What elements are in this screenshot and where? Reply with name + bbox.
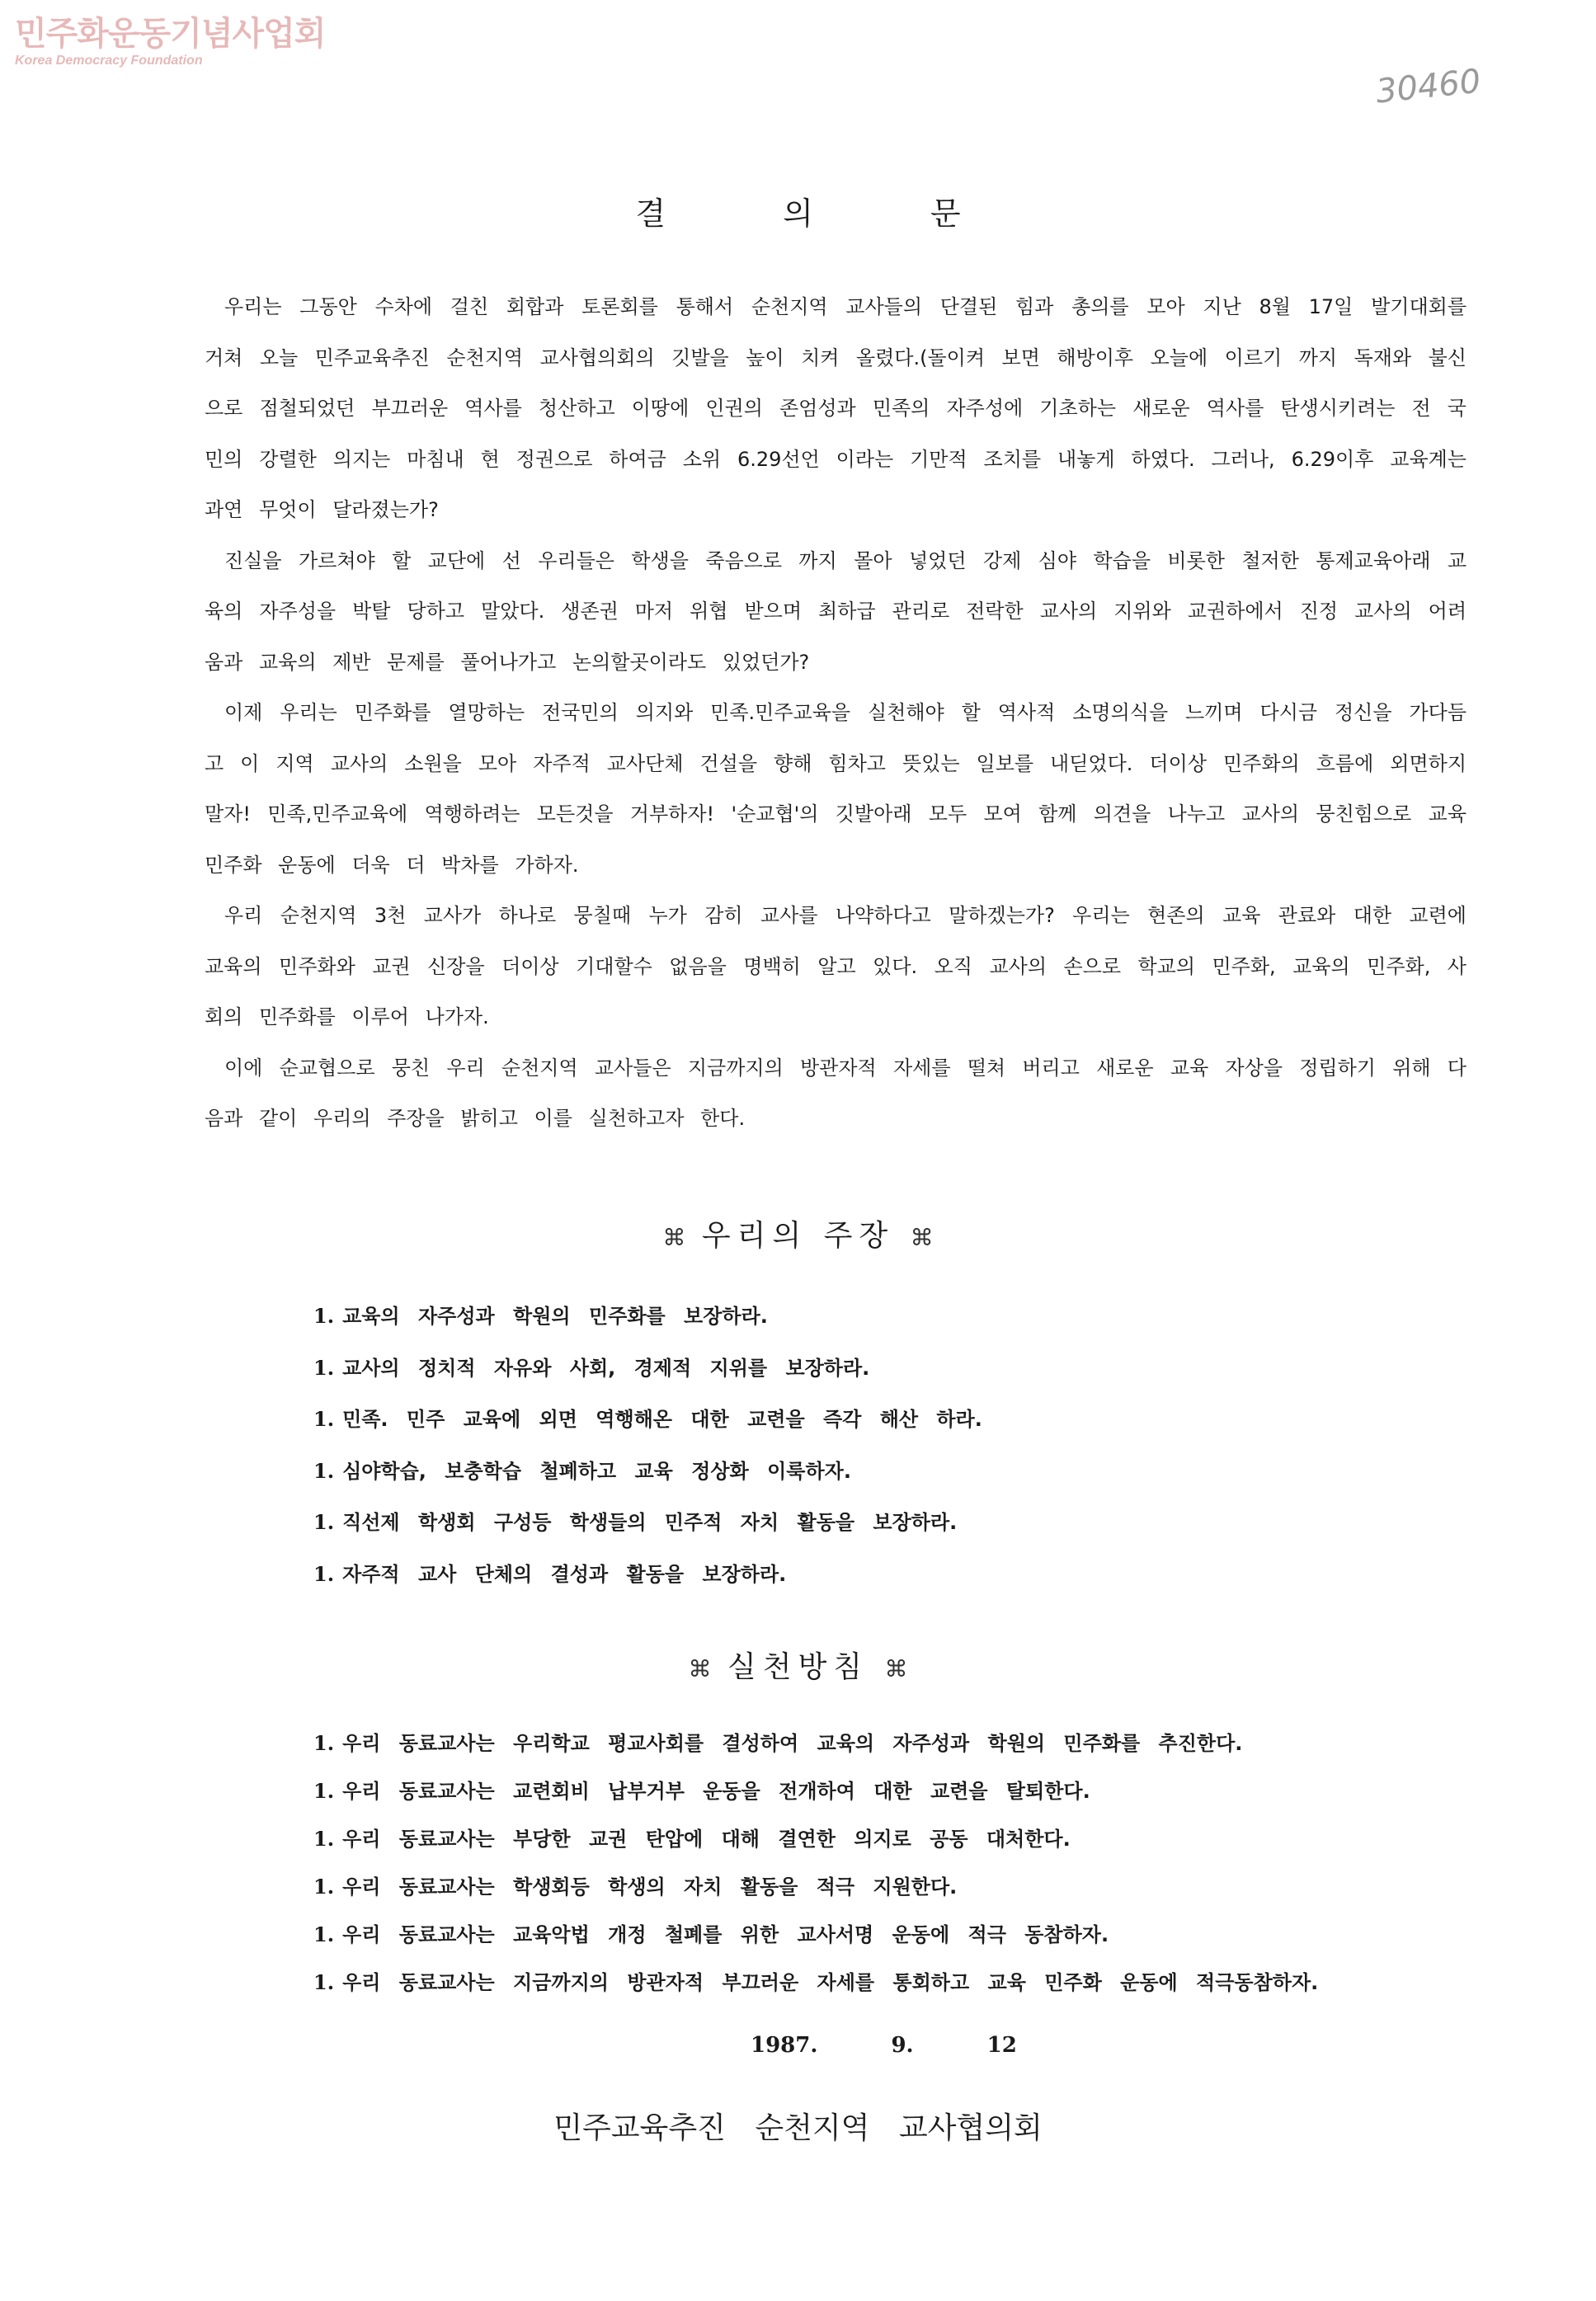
paragraph: 이에 순교협으로 뭉친 우리 순천지역 교사들은 지금까지의 방관자적 자세를 떨쳐 버리고 새로운 교육 자상을 정립하기 위해 다음과 같이 우리의 주장을 밝히고 이를 실천하고자 한다.: [205, 1056, 1467, 1130]
resolution-body: [205, 282, 1467, 1145]
paragraph: 이제 우리는 민주화를 열망하는 전국민의 의지와 민족.민주교육을 실천해야 할 역사적 소명의식을 느끼며 다시금 정신을 가다듬고 이 지역 교사의 소원을 모아 자주적 교사단체 건설을 향해 힘차고 뜻있는 일보를 내딛었다. 더이상 민주화의 흐름에 외면하지 말자! 민족,민주교육에 역행하려는 모든것을 거부하자! '순교협'의 깃발아래 모두 모여 함께 의견을 나누고 교사의 뭉친힘으로 교육 민주화 운동에 더욱 더 박차를 가하자.: [205, 701, 1467, 877]
paragraph: 우리 순천지역 3천 교사가 하나로 뭉칠때 누가 감히 교사를 나약하다고 말하겠는가? 우리는 현존의 교육 관료와 대한 교련에 교육의 민주화와 교권 신장을 더이상 기대할수 없음을 명백히 알고 있다. 오직 교사의 손으로 학교의 민주화, 교육의 민주화, 사회의 민주화를 이루어 나가자.: [205, 904, 1467, 1028]
document-title: 결 의 문: [635, 195, 961, 232]
claims-heading-text: 우리의 주장: [701, 1219, 895, 1253]
archive-note: 30460: [1373, 62, 1483, 111]
item-number: 1.: [313, 1458, 335, 1483]
organization-name: 민주교육추진 순천지역 교사협의회: [553, 2111, 1043, 2145]
section-mark-icon: ⌘: [662, 1224, 686, 1251]
actions-list: [313, 1720, 1534, 2007]
item-text: 교사의 정치적 자유와 사회, 경제적 지위를 보장하라.: [342, 1356, 870, 1380]
item-text: 직선제 학생회 구성등 학생들의 민주적 자치 활동을 보장하라.: [342, 1511, 958, 1534]
item-number: 1.: [313, 1875, 335, 1899]
list-item: [313, 1863, 1534, 1911]
item-text: 우리 동료교사는 지금까지의 방관자적 부끄러운 자세를 통회하고 교육 민주화 운동에 적극동참하자.: [342, 1971, 1319, 1994]
list-item: [313, 1343, 1534, 1395]
watermark-title-kr: 민주화운동기념사업회: [15, 15, 326, 53]
list-item: [313, 1446, 1534, 1498]
actions-heading-text: 실천방침: [727, 1650, 869, 1684]
list-item: [313, 1815, 1534, 1863]
section-mark-icon: ⌘: [884, 1655, 908, 1682]
actions-heading: [0, 1644, 1596, 1686]
list-item: [313, 1720, 1534, 1767]
item-number: 1.: [313, 1510, 335, 1534]
claims-list: [313, 1291, 1534, 1600]
item-number: 1.: [313, 1561, 335, 1586]
item-text: 우리 동료교사는 교련회비 납부거부 운동을 전개하여 대한 교련을 탈퇴한다.: [342, 1780, 1090, 1803]
watermark-logo: [15, 15, 325, 69]
item-text: 교육의 자주성과 학원의 민주화를 보장하라.: [342, 1305, 768, 1328]
paragraph: 우리는 그동안 수차에 걸친 회합과 토론회를 통해서 순천지역 교사들의 단결된 힘과 총의를 모아 지난 8월 17일 발기대회를 거쳐 오늘 민주교육추진 순천지역 교사협의회의 깃발을 높이 치켜 올렸다.(돌이켜 보면 해방이후 오늘에 이르기 까지 독재와 불신으로 점철되었던 부끄러운 역사를 청산하고 이땅에 인권의 존엄성과 민족의 자주성에 기초하는 새로운 역사를 탄생시키려는 전 국민의 강렬한 의지는 마침내 현 정권으로 하여금 소위 6.29선언 이라는 기만적 조치를 내놓게 하였다. 그러나, 6.29이후 교육계는 과연 무엇이 달라졌는가?: [205, 295, 1467, 521]
item-text: 우리 동료교사는 교육악법 개정 철폐를 위한 교사서명 운동에 적극 동참하자.: [342, 1923, 1109, 1946]
claims-heading: [0, 1212, 1596, 1254]
section-mark-icon: ⌘: [688, 1655, 712, 1682]
item-number: 1.: [313, 1355, 335, 1380]
item-number: 1.: [313, 1922, 335, 1946]
document-date: 1987. 9. 12: [751, 2033, 1017, 2058]
item-number: 1.: [313, 1731, 335, 1755]
list-item: [313, 1959, 1534, 2007]
list-item: [313, 1394, 1534, 1446]
item-number: 1.: [313, 1970, 335, 1994]
list-item: [313, 1549, 1534, 1601]
paragraph: 진실을 가르쳐야 할 교단에 선 우리들은 학생을 죽음으로 까지 몰아 넣었던 강제 심야 학습을 비롯한 철저한 통제교육아래 교육의 자주성을 박탈 당하고 말았다. 생존권 마저 위협 받으며 최하급 관리로 전락한 교사의 지위와 교권하에서 진정 교사의 어려움과 교육의 제반 문제를 풀어나가고 논의할곳이라도 있었던가?: [205, 548, 1467, 674]
item-text: 우리 동료교사는 부당한 교권 탄압에 대해 결연한 의지로 공동 대처한다.: [342, 1828, 1071, 1851]
item-text: 심야학습, 보충학습 철폐하고 교육 정상화 이룩하자.: [342, 1459, 851, 1483]
list-item: [313, 1911, 1534, 1959]
item-number: 1.: [313, 1779, 335, 1803]
item-number: 1.: [313, 1407, 335, 1431]
item-text: 민족. 민주 교육에 외면 역행해온 대한 교련을 즉각 해산 하라.: [342, 1408, 982, 1431]
list-item: [313, 1767, 1534, 1815]
item-number: 1.: [313, 1304, 335, 1328]
item-text: 자주적 교사 단체의 결성과 활동을 보장하라.: [342, 1562, 787, 1586]
list-item: [313, 1497, 1534, 1549]
item-text: 우리 동료교사는 우리학교 평교사회를 결성하여 교육의 자주성과 학원의 민주화를 추진한다.: [342, 1732, 1243, 1755]
item-number: 1.: [313, 1827, 335, 1851]
list-item: [313, 1291, 1534, 1343]
section-mark-icon: ⌘: [910, 1224, 934, 1251]
watermark-title-en: Korea Democracy Foundation: [15, 54, 203, 68]
item-text: 우리 동료교사는 학생회등 학생의 자치 활동을 적극 지원한다.: [342, 1875, 958, 1899]
